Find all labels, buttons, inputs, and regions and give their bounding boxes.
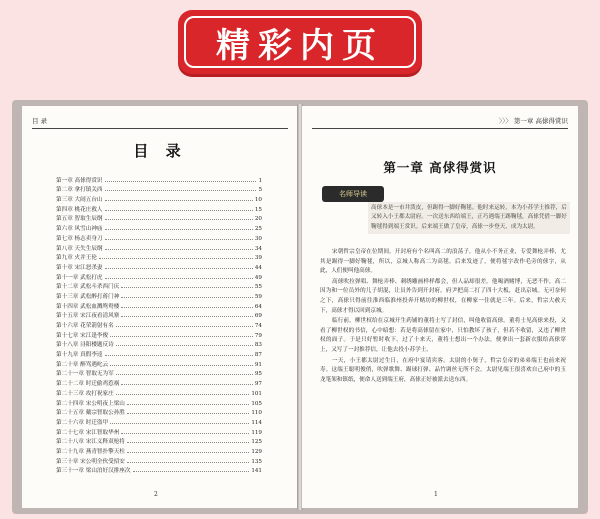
- toc-leader-dots: [105, 249, 253, 250]
- toc-item-label: 第六章 风雪山神庙: [56, 226, 103, 233]
- toc-item-label: 第五章 智取生辰纲: [56, 216, 103, 223]
- toc-item: [56, 252, 262, 262]
- toc-leader-dots: [116, 345, 253, 346]
- toc-item-page: 135: [251, 458, 262, 465]
- toc-leader-dots: [121, 384, 253, 385]
- toc-item-label: 第二十五章 戴宗智取公孙胜: [56, 410, 125, 417]
- toc-item-page: 79: [254, 332, 262, 339]
- toc-title: 目 录: [133, 142, 187, 160]
- guide-badge: 名师导读: [322, 186, 384, 202]
- toc-item-page: 141: [251, 468, 262, 475]
- toc-item-label: 第十一章 武松打虎: [56, 274, 103, 281]
- toc-item: [56, 377, 262, 387]
- toc-item-page: 59: [254, 293, 262, 300]
- chapter-intro: 高俅本是一市井泼皮，但踢得一脚好鞠毬。他时来运转，本为小苏学士推荐，后又转入小王都太尉府。一次送东西给端王，正巧遇端王踢鞠毬，高俅凭借一脚好鞠毬得到端王赏识。后来端王做了皇帝，高俅一步登天，成为太尉。: [368, 202, 570, 234]
- toc-leader-dots: [105, 190, 257, 191]
- banner-frame: [184, 16, 416, 68]
- toc-item: [56, 290, 262, 300]
- toc-item-label: 第九章 火并王伦: [56, 255, 97, 262]
- toc-item-page: 5: [258, 187, 262, 194]
- toc-item-page: 39: [254, 255, 262, 262]
- toc-item-label: 第二十章 醉骂遇叱云: [56, 361, 109, 368]
- toc-leader-dots: [99, 258, 253, 259]
- banner: [178, 10, 422, 74]
- toc-item-label: 第七章 杨志卖身刀: [56, 235, 103, 242]
- toc-item-page: 10: [254, 197, 262, 204]
- toc-item-label: 第十四章 武松血溅鸳鸯楼: [56, 303, 120, 310]
- chapter-body: [320, 248, 566, 386]
- toc-leader-dots: [105, 219, 253, 220]
- toc-leader-dots: [105, 268, 253, 269]
- toc-item: [56, 329, 262, 339]
- body-paragraph: 高俅吹拉弹唱、舞枪弄棒、刺绣雕画样样都会，但人品却很差。他喝酒赌博，无恶不作，高二因为和一位员外的儿子胡混，让员外告到开封府。府尹把高二打了四十大板，赶出京城。无可奈何之下，高俅只得前往淮西临淮州投奔开赌坊的柳世权，在柳家一住就是三年。后来，哲宗大赦天下，高俅才得以回到京城。: [320, 278, 566, 314]
- toc-item-label: 第十八章 浔阳楼题反诗: [56, 342, 114, 349]
- toc-item: [56, 242, 262, 252]
- left-header-rule: [32, 128, 288, 129]
- toc-leader-dots: [121, 307, 253, 308]
- toc-item-page: 125: [251, 439, 262, 446]
- toc-item-page: 97: [254, 381, 262, 388]
- right-header-rule: [312, 128, 568, 129]
- toc-item-label: 第二十七章 宋江智取华州: [56, 429, 120, 436]
- toc-item-label: 第十二章 武松斗杀西门庆: [56, 284, 120, 291]
- toc-item: [56, 339, 262, 349]
- toc-leader-dots: [116, 326, 253, 327]
- toc-leader-dots: [127, 413, 249, 414]
- toc-leader-dots: [105, 210, 253, 211]
- toc-leader-dots: [121, 297, 253, 298]
- toc-item: [56, 193, 262, 203]
- toc-item-page: 64: [254, 303, 262, 310]
- toc-item-page: 119: [251, 429, 262, 436]
- toc-item-page: 30: [254, 235, 262, 242]
- toc-item: [56, 348, 262, 358]
- toc-item: [56, 358, 262, 368]
- toc-item-page: 20: [254, 216, 262, 223]
- toc-item: [56, 271, 262, 281]
- toc-leader-dots: [105, 200, 253, 201]
- toc-leader-dots: [121, 433, 249, 434]
- toc-item-label: 第十三章 武松醉打蒋门神: [56, 293, 120, 300]
- toc-item-label: 第四章 桃花庄救人: [56, 206, 103, 213]
- toc-item-label: 第十章 宋江怒杀妻: [56, 264, 103, 271]
- toc-item: [56, 397, 262, 407]
- right-page-number: 1: [434, 491, 438, 498]
- toc-item-page: 129: [251, 448, 262, 455]
- toc-item: [56, 232, 262, 242]
- toc-item: [56, 213, 262, 223]
- toc-item-page: 49: [254, 274, 262, 281]
- toc-item-page: 25: [254, 226, 262, 233]
- toc-item-label: 第十七章 宋江逢李俊: [56, 332, 109, 339]
- toc-leader-dots: [110, 365, 253, 366]
- toc-item-label: 第二十八章 宋江义释双枪将: [56, 439, 125, 446]
- left-page-number: 2: [154, 491, 158, 498]
- toc-item: [56, 222, 262, 232]
- toc-leader-dots: [105, 278, 253, 279]
- toc-item-page: 15: [254, 206, 262, 213]
- toc-item-label: 第二十四章 宋公明夜上梁山: [56, 400, 125, 407]
- toc-item-page: 110: [251, 410, 262, 417]
- toc-item-page: 1: [258, 177, 262, 184]
- right-page: [302, 106, 578, 508]
- toc-leader-dots: [116, 374, 253, 375]
- toc-item-page: 55: [254, 284, 262, 291]
- toc-item-label: 第三十一章 梁山泊好汉排座次: [56, 468, 131, 475]
- toc-leader-dots: [116, 394, 250, 395]
- toc-item-label: 第二章 拿打镇关西: [56, 187, 103, 194]
- toc-leader-dots: [127, 452, 249, 453]
- toc-item-page: 44: [254, 264, 262, 271]
- right-page-header: 〉〉〉 第一章 高俅得赏识: [498, 117, 568, 125]
- toc-item-label: 第二十六章 时迁盗甲: [56, 419, 109, 426]
- toc-item-label: 第八章 天失生辰纲: [56, 245, 103, 252]
- toc-leader-dots: [105, 181, 257, 182]
- toc-item: [56, 436, 262, 446]
- toc-item-label: 第三十章 宋公明全伙受招安: [56, 458, 125, 465]
- toc-item: [56, 416, 262, 426]
- toc-item: [56, 184, 262, 194]
- toc-leader-dots: [121, 287, 253, 288]
- toc-item-page: 105: [251, 400, 262, 407]
- toc-item-page: 69: [254, 313, 262, 320]
- toc-item: [56, 368, 262, 378]
- toc-item-page: 87: [254, 352, 262, 359]
- body-paragraph: 宋朝哲宗皇帝在位期间，开封府有个名叫高二的浪荡子，他从小不务正业，专爱舞枪弄棒，尤其是踢得一脚好鞠毬，所以，京城人称高二为高毬。后来发迹了，便将毬字改作毛旁的俅字，从此，人们便叫他高俅。: [320, 249, 566, 275]
- toc-item-label: 第一章 高俅得赏识: [56, 177, 103, 184]
- toc-item: [56, 445, 262, 455]
- toc-item-page: 114: [251, 419, 262, 426]
- toc-item: [56, 407, 262, 417]
- toc-item-label: 第三章 大闹五台山: [56, 197, 103, 204]
- toc-item: [56, 281, 262, 291]
- toc-item-page: 34: [254, 245, 262, 252]
- body-paragraph: 临行前，柳世权给在京城开生药铺的董将士写了封信，叫他收留高俅。董将士见高俅来投，又看了柳世权的书信，心中暗想：若是将高俅留在家中，只怕教坏了孩子，但若不收留，又违了柳世权的面子。于是只好暂时收下。过了十来天，董将士想出一个办法，便拿出一套新衣服给高俅穿上，又写了一封推荐信，让他去投小苏学士。: [320, 318, 566, 353]
- toc-item-page: 74: [254, 323, 262, 329]
- toc-leader-dots: [110, 423, 249, 424]
- toc-item: [56, 387, 262, 397]
- toc-item-label: 第二十三章 攻打祝家庄: [56, 390, 114, 397]
- body-paragraph: 一天，小王都太尉过生日，在府中宴请宾客。太尉的小舅子，哲宗皇帝的弟弟端王也前来祝寿。这端王聪明俊俏，吹弹歌舞、踢球打弹、品竹调丝无所不会。太尉见端王很喜欢自己府中的玉龙笔架和镇纸，便命人送到端王府，高俅正好被派去送东西。: [320, 357, 566, 383]
- left-page-header: 目 录: [32, 117, 48, 125]
- toc-item-page: 101: [251, 390, 262, 397]
- banner-title: 精彩内页: [216, 25, 384, 66]
- toc-item: [56, 203, 262, 213]
- toc-item-label: 第二十二章 时迁偷鸡惹祸: [56, 381, 120, 388]
- toc-item-label: 第十九章 真假李逵: [56, 352, 103, 359]
- toc-item: [56, 465, 262, 475]
- toc-item-label: 第十五章 宋江夜看清风寨: [56, 313, 120, 320]
- toc-item: [56, 426, 262, 436]
- toc-leader-dots: [105, 229, 253, 230]
- toc-item-label: 第二十九章 燕青智扑擎天柱: [56, 448, 125, 455]
- toc-item: [56, 261, 262, 271]
- toc-leader-dots: [133, 471, 250, 472]
- toc-leader-dots: [121, 316, 253, 317]
- toc-item-page: 83: [254, 342, 262, 349]
- chapter-title: 第一章 高俅得赏识: [383, 160, 497, 175]
- toc-item-page: 91: [254, 361, 262, 368]
- toc-leader-dots: [127, 442, 249, 443]
- toc-item-label: 第二十一章 智取无为军: [56, 371, 114, 378]
- toc-item-page: 95: [254, 371, 262, 378]
- toc-item-label: 第十六章 花荣箭射有名: [56, 323, 114, 329]
- toc-leader-dots: [110, 336, 253, 337]
- toc-item: [56, 310, 262, 320]
- toc-leader-dots: [105, 355, 253, 356]
- toc-item: [56, 455, 262, 465]
- toc-leader-dots: [105, 239, 253, 240]
- toc-item: [56, 319, 262, 329]
- toc-item: [56, 174, 262, 184]
- toc-list: [56, 174, 262, 474]
- toc-leader-dots: [127, 404, 249, 405]
- toc-leader-dots: [127, 462, 249, 463]
- left-page: [22, 106, 298, 508]
- toc-item: [56, 300, 262, 310]
